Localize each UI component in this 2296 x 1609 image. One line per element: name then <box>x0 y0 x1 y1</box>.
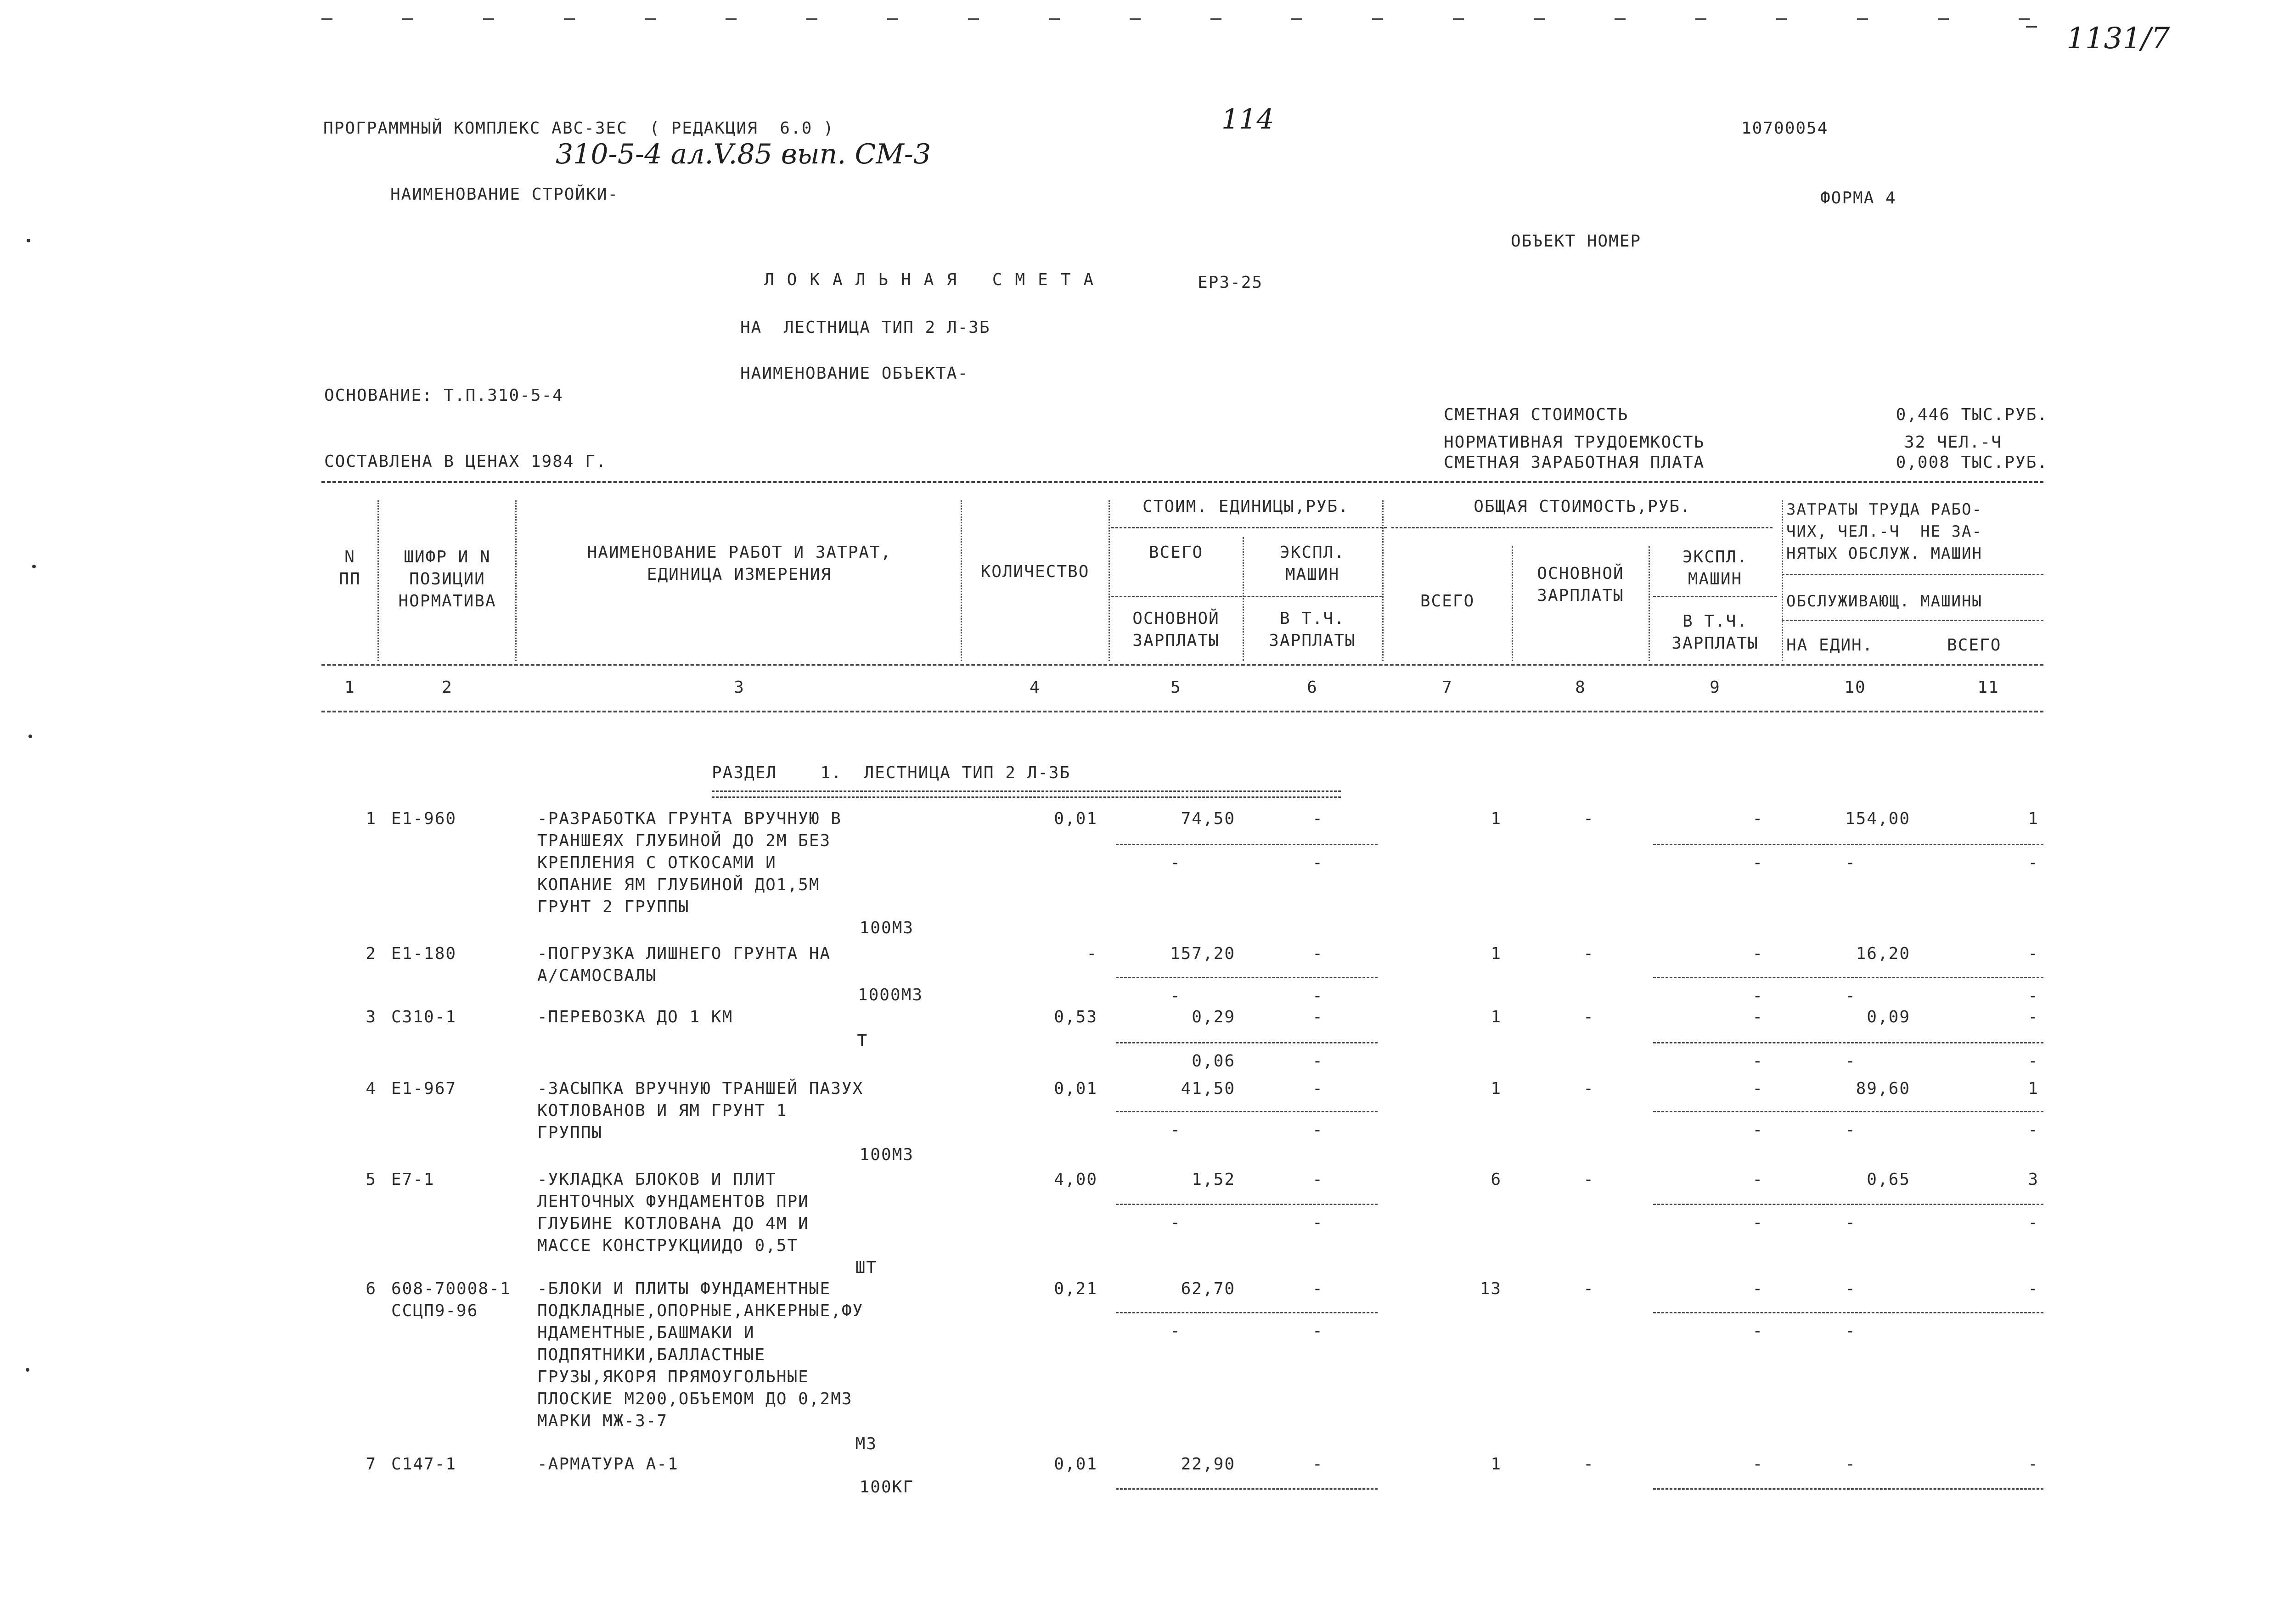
row-unit-wage: - <box>1170 853 1181 872</box>
row-service-total: - <box>2028 987 2039 1005</box>
construction-label: НАИМЕНОВАНИЕ СТРОЙКИ- <box>390 185 619 204</box>
row-service-mach: - <box>1752 1121 1763 1139</box>
row-service-total: - <box>2028 1213 2039 1232</box>
column-number: 4 <box>1030 678 1041 697</box>
header-col1: N ПП <box>339 548 361 589</box>
header-divider-total <box>1391 527 1773 528</box>
row-unit-mach: - <box>1312 1079 1323 1098</box>
row-labor-unit: 0,09 <box>1867 1008 1910 1026</box>
row-name: -УКЛАДКА БЛОКОВ И ПЛИТ ЛЕНТОЧНЫХ ФУНДАМЕНТОВ ПРИ ГЛУБИНЕ КОТЛОВАНА ДО 4М И МАССЕ КОНСТРУКЦИИДО 0,5Т <box>537 1170 809 1255</box>
row-name: -ПЕРЕВОЗКА ДО 1 КМ <box>537 1008 733 1026</box>
scan-artifact-dot <box>27 239 30 242</box>
row-subline <box>1653 1042 2043 1043</box>
row-unit-mach: - <box>1312 1170 1323 1189</box>
row-service-unit: - <box>1845 1052 1856 1071</box>
row-service-unit: - <box>1845 1322 1856 1340</box>
header-unit-mach: ЭКСПЛ. МАШИН <box>1279 543 1345 584</box>
form-number: ФОРМА 4 <box>1820 189 1896 207</box>
row-unit: ШТ <box>855 1258 877 1277</box>
row-total: 1 <box>1491 1008 1502 1026</box>
summary-estimate-label: СМЕТНАЯ СТОИМОСТЬ <box>1444 405 1629 424</box>
row-quantity: 0,21 <box>1054 1279 1097 1298</box>
row-unit-total: 1,52 <box>1192 1170 1235 1189</box>
row-total-wage: - <box>1583 944 1594 963</box>
row-total: 13 <box>1480 1279 1502 1298</box>
row-labor-unit: 89,60 <box>1856 1079 1910 1098</box>
row-unit-total: 62,70 <box>1181 1279 1235 1298</box>
section-title: РАЗДЕЛ 1. ЛЕСТНИЦА ТИП 2 Л-3Б <box>712 763 1071 782</box>
row-quantity: 0,53 <box>1054 1008 1097 1026</box>
row-number: 2 <box>366 944 377 963</box>
document-subject: НА ЛЕСТНИЦА ТИП 2 Л-3Б <box>740 318 990 337</box>
row-number: 5 <box>366 1170 377 1189</box>
header-col4: КОЛИЧЕСТВО <box>980 562 1090 581</box>
header-total-mach-wage: В Т.Ч. ЗАРПЛАТЫ <box>1671 612 1759 653</box>
row-unit-mach: - <box>1312 1008 1323 1026</box>
row-unit: 100КГ <box>859 1478 914 1497</box>
row-labor-unit: 0,65 <box>1867 1170 1910 1189</box>
row-unit-total: 0,29 <box>1192 1008 1235 1026</box>
row-service-unit: - <box>1845 1213 1856 1232</box>
header-total-cost: ОБЩАЯ СТОИМОСТЬ,РУБ. <box>1474 497 1691 516</box>
header-divider-labor-2 <box>1782 620 2043 621</box>
summary-estimate-value: 0,446 ТЫС.РУБ. <box>1896 405 2048 424</box>
row-total-mach: - <box>1752 1279 1763 1298</box>
row-unit-wage: - <box>1170 987 1181 1005</box>
row-code: С147-1 <box>391 1455 457 1474</box>
row-subline <box>1116 844 1378 845</box>
row-labor-total: 1 <box>2028 1079 2039 1098</box>
row-service-mach: - <box>1752 1322 1763 1340</box>
column-number: 7 <box>1442 678 1453 697</box>
header-labor-total: ВСЕГО <box>1947 636 2002 655</box>
row-subline <box>1116 1111 1378 1112</box>
row-total: 6 <box>1491 1170 1502 1189</box>
row-subline <box>1653 1312 2043 1313</box>
scan-artifact-dot <box>32 565 36 568</box>
row-labor-unit: - <box>1845 1455 1856 1474</box>
header-total-mach: ЭКСПЛ. МАШИН <box>1682 548 1748 589</box>
row-unit-total: 74,50 <box>1181 809 1235 828</box>
header-col2: ШИФР И N ПОЗИЦИИ НОРМАТИВА <box>398 548 496 611</box>
column-number: 11 <box>1977 678 1999 697</box>
handwritten-sheet-number: 1131/7 <box>2066 22 2170 56</box>
row-total-wage: - <box>1583 809 1594 828</box>
row-code: Е1-180 <box>391 944 457 963</box>
row-name: -ЗАСЫПКА ВРУЧНУЮ ТРАНШЕЙ ПАЗУХ КОТЛОВАНОВ И ЯМ ГРУНТ 1 ГРУППЫ <box>537 1079 864 1142</box>
header-unit-mach-wage: В Т.Ч. ЗАРПЛАТЫ <box>1269 609 1356 650</box>
row-quantity: 0,01 <box>1054 1455 1097 1474</box>
row-service-unit: - <box>1845 853 1856 872</box>
header-total-wage: ОСНОВНОЙ ЗАРПЛАТЫ <box>1537 564 1624 605</box>
row-name: -АРМАТУРА А-1 <box>537 1455 679 1474</box>
column-number: 10 <box>1844 678 1866 697</box>
row-labor-unit: 16,20 <box>1856 944 1910 963</box>
summary-wage-value: 0,008 ТЫС.РУБ. <box>1896 453 2048 472</box>
header-divider-unit <box>1111 527 1387 528</box>
column-number: 2 <box>442 678 453 697</box>
scan-artifact-dot <box>26 1368 29 1372</box>
row-labor-total: - <box>2028 1455 2039 1474</box>
row-subline <box>1653 844 2043 845</box>
row-quantity: 4,00 <box>1054 1170 1097 1189</box>
row-labor-unit: 154,00 <box>1845 809 1910 828</box>
row-service-total: - <box>2028 853 2039 872</box>
row-unit-wage: - <box>1170 1213 1181 1232</box>
row-labor-total: 3 <box>2028 1170 2039 1189</box>
row-unit-mach-wage: - <box>1312 987 1323 1005</box>
document-code: 10700054 <box>1741 119 1829 138</box>
row-unit-mach-wage: - <box>1312 1121 1323 1139</box>
row-unit-mach-wage: - <box>1312 853 1323 872</box>
row-total-wage: - <box>1583 1170 1594 1189</box>
row-labor-total: 1 <box>2028 809 2039 828</box>
row-number: 1 <box>366 809 377 828</box>
program-line: ПРОГРАММНЫЙ КОМПЛЕКС АВС-3ЕС ( РЕДАКЦИЯ 6.0 ) <box>323 119 834 138</box>
header-unit-total: ВСЕГО <box>1148 543 1204 562</box>
handwritten-page-number: 114 <box>1221 103 1274 135</box>
prices-line: СОСТАВЛЕНА В ЦЕНАХ 1984 Г. <box>324 452 607 471</box>
row-subline <box>1116 1312 1378 1313</box>
row-unit-total: 157,20 <box>1170 944 1235 963</box>
row-unit: М3 <box>855 1435 877 1453</box>
document-title-code: ЕРЗ-25 <box>1198 273 1263 292</box>
row-subline <box>1653 1111 2043 1112</box>
row-subline <box>1653 1488 2043 1490</box>
row-unit-wage: - <box>1170 1121 1181 1139</box>
header-labor-unit: НА ЕДИН. <box>1786 636 1874 655</box>
row-service-mach: - <box>1752 1213 1763 1232</box>
row-unit-mach: - <box>1312 1279 1323 1298</box>
header-col-sep <box>377 500 379 661</box>
row-quantity: 0,01 <box>1054 809 1097 828</box>
row-name: -РАЗРАБОТКА ГРУНТА ВРУЧНУЮ В ТРАНШЕЯХ ГЛУБИНОЙ ДО 2М БЕЗ КРЕПЛЕНИЯ С ОТКОСАМИ И КОПАНИЕ ЯМ ГЛУБИНОЙ ДО1,5М ГРУНТ 2 ГРУППЫ <box>537 809 842 916</box>
document-title: ЛОКАЛЬНАЯ СМЕТА <box>764 270 1107 289</box>
object-name-label: НАИМЕНОВАНИЕ ОБЪЕКТА- <box>740 364 969 383</box>
row-unit-wage: 0,06 <box>1192 1052 1235 1071</box>
row-number: 4 <box>366 1079 377 1098</box>
header-total-all: ВСЕГО <box>1420 592 1475 611</box>
summary-labor-label: НОРМАТИВНАЯ ТРУДОЕМКОСТЬ <box>1444 433 1705 452</box>
row-code: Е1-960 <box>391 809 457 828</box>
row-unit: 1000М3 <box>857 986 923 1004</box>
header-bottom-border <box>321 664 2043 666</box>
object-number: ОБЪЕКТ НОМЕР <box>1511 232 1642 251</box>
row-number: 3 <box>366 1008 377 1026</box>
row-unit-mach: - <box>1312 1455 1323 1474</box>
header-col3: НАИМЕНОВАНИЕ РАБОТ И ЗАТРАТ, ЕДИНИЦА ИЗМЕРЕНИЯ <box>587 543 892 584</box>
row-total-wage: - <box>1583 1008 1594 1026</box>
row-unit: Т <box>857 1032 868 1050</box>
header-labor-service: ОБСЛУЖИВАЮЩ. МАШИНЫ <box>1786 592 1982 611</box>
row-unit-wage: - <box>1170 1322 1181 1340</box>
row-labor-total: - <box>2028 1008 2039 1026</box>
header-divider-unit-lower <box>1111 596 1382 597</box>
row-service-unit: - <box>1845 1121 1856 1139</box>
row-code: С310-1 <box>391 1008 457 1026</box>
row-quantity: - <box>1086 944 1097 963</box>
scan-edge-mark <box>2026 26 2037 28</box>
row-labor-total: - <box>2028 944 2039 963</box>
row-service-total: - <box>2028 1052 2039 1071</box>
row-code: 608-70008-1 ССЦП9-96 <box>391 1279 511 1320</box>
column-number: 6 <box>1307 678 1318 697</box>
row-service-mach: - <box>1752 853 1763 872</box>
row-total-wage: - <box>1583 1279 1594 1298</box>
header-col-sep <box>1382 500 1384 661</box>
row-total-wage: - <box>1583 1455 1594 1474</box>
row-number: 7 <box>366 1455 377 1474</box>
row-unit-total: 22,90 <box>1181 1455 1235 1474</box>
row-service-unit: - <box>1845 987 1856 1005</box>
numbers-bottom-border <box>321 711 2043 712</box>
row-unit-mach-wage: - <box>1312 1213 1323 1232</box>
header-divider-mach-lower <box>1653 596 1777 597</box>
row-unit-mach: - <box>1312 944 1323 963</box>
row-service-mach: - <box>1752 1052 1763 1071</box>
row-number: 6 <box>366 1279 377 1298</box>
row-total: 1 <box>1491 1455 1502 1474</box>
column-number: 3 <box>734 678 745 697</box>
header-unit-cost: СТОИМ. ЕДИНИЦЫ,РУБ. <box>1142 497 1349 516</box>
row-unit-mach-wage: - <box>1312 1052 1323 1071</box>
row-labor-total: - <box>2028 1279 2039 1298</box>
row-service-total: - <box>2028 1121 2039 1139</box>
row-service-mach: - <box>1752 987 1763 1005</box>
basis-line: ОСНОВАНИЕ: Т.П.310-5-4 <box>324 386 563 405</box>
column-number: 5 <box>1171 678 1182 697</box>
scan-artifact-dot <box>28 734 32 738</box>
column-number: 1 <box>344 678 355 697</box>
row-name: -БЛОКИ И ПЛИТЫ ФУНДАМЕНТНЫЕ ПОДКЛАДНЫЕ,ОПОРНЫЕ,АНКЕРНЫЕ,ФУ НДАМЕНТНЫЕ,БАШМАКИ И ПОДПЯТНИКИ,БАЛЛАСТНЫЕ ГРУЗЫ,ЯКОРЯ ПРЯМОУГОЛЬНЫЕ ПЛОСКИЕ М200,ОБЪЕМОМ ДО 0,2М3 МАРКИ МЖ-3-7 <box>537 1279 864 1430</box>
header-unit-wage: ОСНОВНОЙ ЗАРПЛАТЫ <box>1132 609 1220 650</box>
row-subline <box>1116 1042 1378 1043</box>
row-unit: 100М3 <box>859 919 914 937</box>
row-total-wage: - <box>1583 1079 1594 1098</box>
row-unit: 100М3 <box>859 1145 914 1164</box>
row-total: 1 <box>1491 944 1502 963</box>
row-total-mach: - <box>1752 1170 1763 1189</box>
summary-wage-label: СМЕТНАЯ ЗАРАБОТНАЯ ПЛАТА <box>1444 453 1705 472</box>
row-total-mach: - <box>1752 1455 1763 1474</box>
column-number: 9 <box>1710 678 1721 697</box>
row-total-mach: - <box>1752 1079 1763 1098</box>
column-number: 8 <box>1575 678 1586 697</box>
row-subline <box>1116 1204 1378 1205</box>
row-unit-total: 41,50 <box>1181 1079 1235 1098</box>
section-underline <box>712 790 1341 798</box>
row-total: 1 <box>1491 809 1502 828</box>
row-code: Е7-1 <box>391 1170 435 1189</box>
row-total: 1 <box>1491 1079 1502 1098</box>
header-col-sep <box>515 500 517 661</box>
row-subline <box>1116 1488 1378 1490</box>
row-code: Е1-967 <box>391 1079 457 1098</box>
handwritten-project-code: 310-5-4 ал.V.85 вып. СМ-3 <box>556 138 931 170</box>
row-subline <box>1653 977 2043 978</box>
row-subline <box>1116 977 1378 978</box>
row-total-mach: - <box>1752 1008 1763 1026</box>
row-total-mach: - <box>1752 944 1763 963</box>
scan-edge-marks <box>321 18 2043 20</box>
row-unit-mach-wage: - <box>1312 1322 1323 1340</box>
row-name: -ПОГРУЗКА ЛИШНЕГО ГРУНТА НА А/САМОСВАЛЫ <box>537 944 831 985</box>
summary-labor-value: 32 ЧЕЛ.-Ч <box>1904 433 2002 452</box>
header-labor: ЗАТРАТЫ ТРУДА РАБО- ЧИХ, ЧЕЛ.-Ч НЕ ЗА- НЯТЫХ ОБСЛУЖ. МАШИН <box>1786 500 1982 563</box>
header-col-sep <box>1782 500 1783 661</box>
table-top-border <box>321 481 2043 483</box>
row-quantity: 0,01 <box>1054 1079 1097 1098</box>
row-total-mach: - <box>1752 809 1763 828</box>
row-subline <box>1653 1204 2043 1205</box>
row-labor-unit: - <box>1845 1279 1856 1298</box>
row-unit-mach: - <box>1312 809 1323 828</box>
header-divider-labor-1 <box>1782 574 2043 575</box>
